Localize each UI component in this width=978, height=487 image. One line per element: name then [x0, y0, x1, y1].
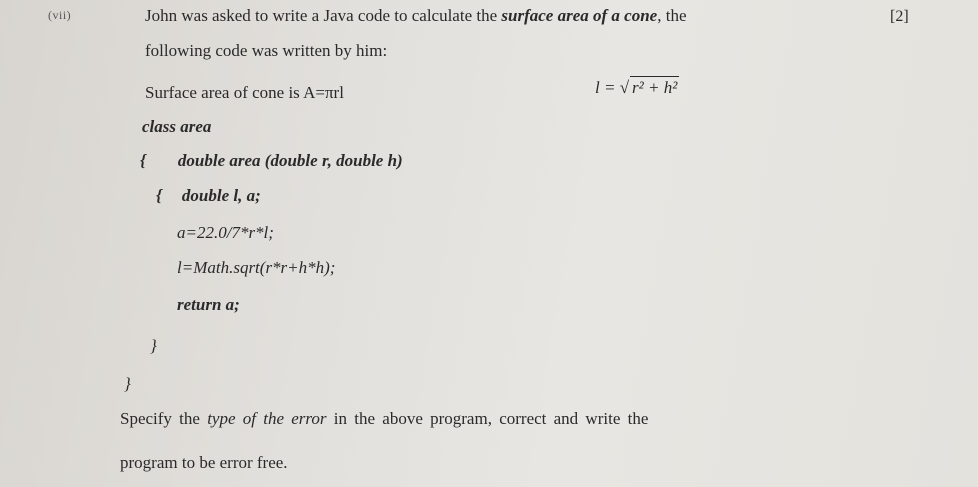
code-line-class-decl: class area: [142, 117, 212, 136]
question-number: (vii): [48, 8, 72, 22]
instruction-text-before: Specify the: [120, 409, 208, 428]
slant-lhs: l =: [595, 78, 616, 97]
marks-label: [2]: [890, 8, 909, 25]
code-variable-decl: double l, a;: [181, 186, 261, 205]
surface-area-formula: Surface area of cone is A=πrl: [145, 83, 344, 102]
code-line-close-method: }: [150, 336, 157, 355]
radicand: r² + h²: [632, 78, 678, 97]
question-stem-line-2: following code was written by him:: [145, 41, 388, 60]
question-stem-line-1: [145, 5, 687, 27]
code-line-area-calc: a=22.0/7*r*l;: [177, 223, 274, 242]
square-root-icon: √: [619, 78, 630, 97]
instruction-line-2: program to be error free.: [120, 453, 288, 472]
stem-emphasis: surface area of a cone: [501, 6, 658, 25]
stem-text-after: , the: [657, 6, 687, 25]
instruction-line-1: [120, 408, 648, 430]
code-line-method-signature: [140, 150, 403, 172]
stem-text-before: John was asked to write a Java code to calculate the: [145, 6, 502, 25]
code-line-slant-calc: l=Math.sqrt(r*r+h*h);: [177, 258, 336, 277]
code-method-signature: double area (double r, double h): [177, 151, 403, 170]
slant-height-formula: [595, 76, 679, 99]
code-line-close-class: }: [124, 374, 131, 393]
code-open-brace-method: {: [156, 186, 162, 205]
code-open-brace-class: {: [140, 151, 146, 170]
code-line-return: return a;: [177, 295, 240, 314]
instruction-emphasis: type of the error: [207, 409, 327, 428]
instruction-text-after: in the above program, correct and write the: [326, 409, 649, 428]
code-line-variable-decl: [156, 185, 261, 207]
